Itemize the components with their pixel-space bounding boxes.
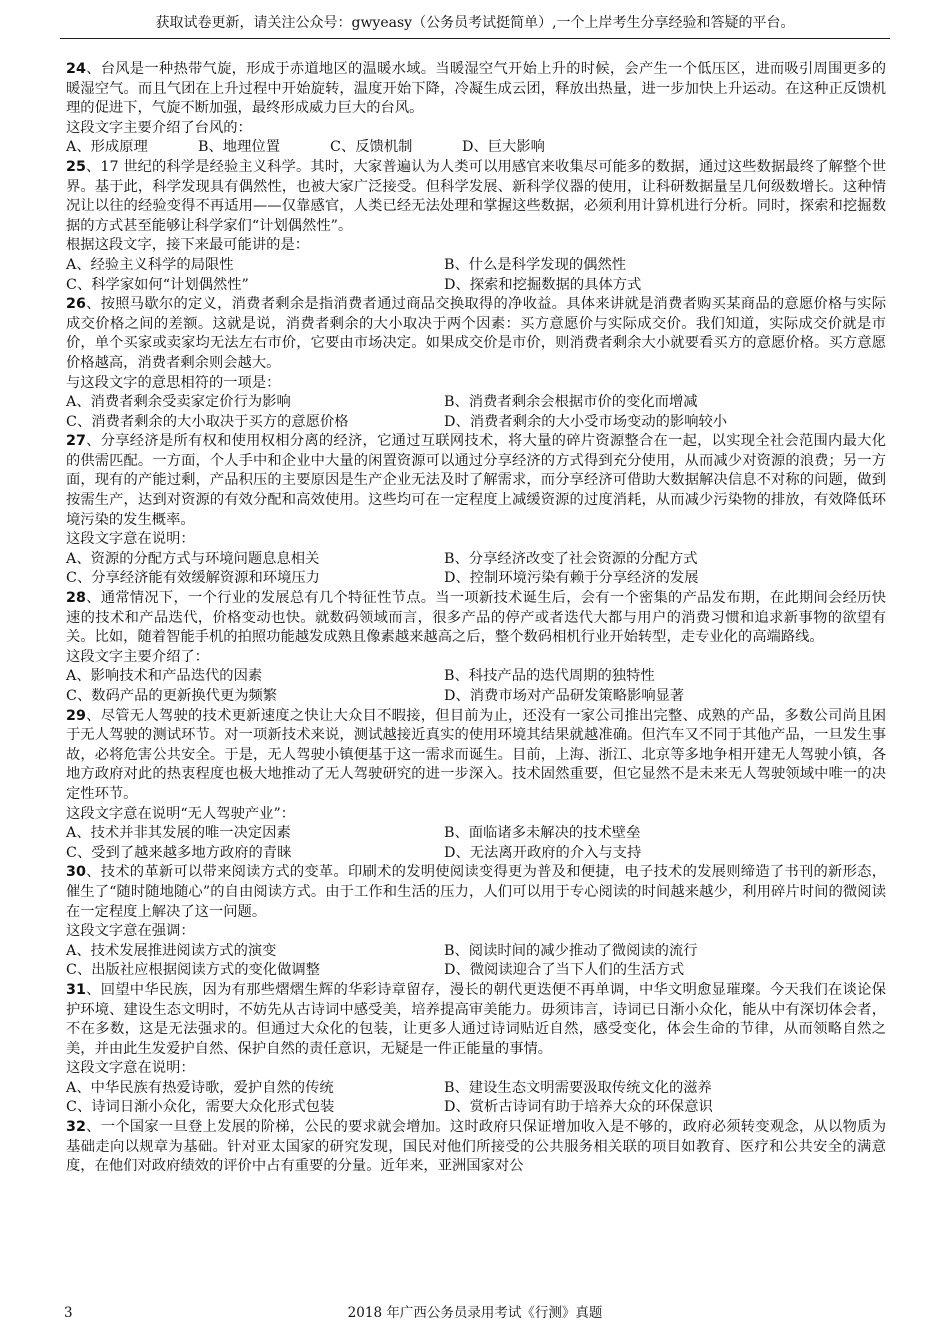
question-text: [66, 981, 886, 1059]
page-header: 获取试卷更新，请关注公众号：gwyeasy（公务员考试挺简单）,一个上岸考生分享经验和答疑的平台。: [60, 8, 890, 39]
answer-option: D、微阅读迎合了当下人们的生活方式: [444, 962, 685, 979]
answer-option: D、无法离开政府的介入与支持: [444, 844, 642, 861]
question-body: 、一个国家一旦登上发展的阶梯，公民的要求就会增加。这时政府只保证增加收入是不够的，政府必须转变观念，从以物质为基础走向以规章为基础。针对亚太国家的研究发现，国民对他们所接受的公共服务相关联的项目如教育、医疗和公共安全的满意度，在他们对政府绩效的评价中占有重要的分量。近年来，亚洲国家对公: [66, 1119, 886, 1175]
question-body: 、技术的革新可以带来阅读方式的变革。印刷术的发明使阅读变得更为普及和便捷，电子技术的发展则缔造了书刊的新形态，催生了“随时随地随心”的自由阅读方式。由于工作和生活的压力，人们可以用于专心阅读的时间越来越少，利用碎片时间的微阅读在一定程度上解决了这一问题。: [66, 864, 886, 920]
question-block: [66, 158, 886, 295]
answer-option: B、分享经济改变了社会资源的分配方式: [444, 550, 698, 567]
answer-option: A、影响技术和产品迭代的因素: [66, 668, 263, 685]
question-text: [66, 589, 886, 648]
question-number: 27: [66, 433, 86, 450]
option-list: [66, 667, 886, 706]
option-list: [66, 138, 886, 158]
answer-option: D、消费市场对产品研发策略影响显著: [444, 688, 685, 704]
answer-option: C、诗词日渐小众化，需要大众化形式包装: [66, 1099, 335, 1116]
answer-option: B、面临诸多未解决的技术壁垒: [444, 825, 641, 842]
answer-option: A、资源的分配方式与环境问题息息相关: [66, 550, 320, 567]
answer-option: D、赏析古诗词有助于培养大众的环保意识: [444, 1099, 713, 1116]
answer-option: C、数码产品的更新换代更为频繁: [66, 688, 278, 704]
questions-list: [66, 60, 886, 1177]
question-text: [66, 707, 886, 805]
question-block: [66, 981, 886, 1118]
question-text: [66, 158, 886, 236]
question-number: 30: [66, 864, 86, 881]
question-block: [66, 863, 886, 981]
question-text: [66, 863, 886, 922]
question-text: [66, 1118, 886, 1177]
question-number: 25: [66, 158, 86, 175]
question-prompt: 这段文字意在说明“无人驾驶产业”：: [66, 805, 296, 822]
answer-option: C、分享经济能有效缓解资源和环境压力: [66, 570, 320, 587]
page-footer: [60, 1302, 890, 1324]
question-number: 24: [66, 61, 86, 77]
question-prompt: 这段文字意在强调：: [66, 923, 195, 940]
answer-option: A、消费者剩余受卖家定价行为影响: [66, 394, 291, 411]
option-list: [66, 824, 886, 863]
question-block: [66, 589, 886, 707]
footer-title: 2018 年广西公务员录用考试《行测》真题: [347, 1305, 603, 1321]
page-number: 3: [64, 1305, 73, 1321]
question-body: 、通常情况下，一个行业的发展总有几个特征性节点。当一项新技术诞生后，会有一个密集的产品发布期，在此期间会经历快速的技术和产品迭代，价格变动也快。就数码领域而言，很多产品的停产或者迭代大都与用户的消费习惯和追求新事物的欲望有关。比如，随着智能手机的拍照功能越发成熟且像素越来越高之后，整个数码相机行业开始转型，走专业化的高端路线。: [66, 590, 886, 646]
answer-option: A、形成原理: [66, 139, 148, 156]
answer-option: B、地理位置: [198, 139, 280, 156]
option-list: [66, 1079, 886, 1118]
answer-option: B、什么是科学发现的偶然性: [444, 256, 627, 273]
answer-option: C、出版社应根据阅读方式的变化做调整: [66, 962, 320, 979]
question-body: 、分享经济是所有权和使用权相分离的经济，它通过互联网技术，将大量的碎片资源整合在一起，以实现全社会范围内最大化的供需匹配。一方面，个人手中和企业中大量的闲置资源可以通过分享经济的方式得到充分使用，从而减少对资源的浪费；另一方面，现有的产能过剩，产品积压的主要原因是生产企业无法及时了解需求，而分享经济可借助大数据解决信息不对称的问题，做到按需生产，达到对资源的有效分配和高效使用。这些均可在一定程度上减缓资源的过度消耗，从而减少污染物的排放，有效降低环境污染的发生概率。: [66, 433, 886, 528]
question-block: [66, 432, 886, 589]
question-number: 29: [66, 707, 86, 724]
question-body: 、尽管无人驾驶的技术更新速度之快让大众目不暇接，但目前为止，还没有一家公司推出完整、成熟的产品，多数公司尚且困于无人驾驶的测试环节。对一项新技术来说，测试越接近真实的使用环境其结果就越准确。但汽车又不同于其他产品，一旦发生事故，必将危害公共安全。于是，无人驾驶小镇便基于这一需求而诞生。目前，上海、浙江、北京等多地争相开建无人驾驶小镇，各地方政府对此的热衷程度也极大地推动了无人驾驶研究的进一步深入。技术固然重要，但它显然不是未来无人驾驶领域中唯一的决定性环节。: [66, 707, 886, 802]
question-number: 31: [66, 981, 86, 998]
answer-option: D、消费者剩余的大小受市场变动的影响较小: [444, 413, 728, 430]
answer-option: D、巨大影响: [462, 139, 545, 156]
question-prompt: 与这段文字的意思相符的一项是：: [66, 374, 281, 391]
answer-option: C、反馈机制: [330, 139, 413, 156]
question-text: [66, 432, 886, 530]
question-block: [66, 295, 886, 432]
answer-option: B、科技产品的迭代周期的独特性: [444, 668, 655, 685]
answer-option: C、受到了越来越多地方政府的青睐: [66, 844, 292, 861]
question-prompt: 这段文字意在说明：: [66, 1060, 195, 1077]
question-prompt: 根据这段文字，接下来最可能讲的是：: [66, 237, 310, 254]
question-prompt: 这段文字主要介绍了：: [66, 648, 209, 665]
answer-option: C、科学家如何“计划偶然性”: [66, 276, 249, 293]
answer-option: C、消费者剩余的大小取决于买方的意愿价格: [66, 413, 349, 430]
answer-option: A、技术并非其发展的唯一决定因素: [66, 825, 291, 842]
question-body: 、回望中华民族，因为有那些熠熠生辉的华彩诗章留存，漫长的朝代更迭便不再单调，中华文明愈显璀璨。今天我们在谈论保护环境、建设生态文明时，不妨先从古诗词中感受美，培养提高审美能力。毋须讳言，诗词已日渐小众化，能从中有深切体会者，不在多数，这是无法强求的。但通过大众化的包装，让更多人通过诗词贴近自然，感受变化，体会生命的节律，从而领略自然之美，并由此生发爱护自然、保护自然的责任意识，无疑是一件正能量的事情。: [66, 981, 886, 1057]
answer-option: A、经验主义科学的局限性: [66, 256, 234, 273]
question-number: 32: [66, 1119, 86, 1136]
question-number: 28: [66, 590, 86, 607]
question-text: [66, 60, 886, 119]
question-body: 、17 世纪的科学是经验主义科学。其时，大家普遍认为人类可以用感官来收集尽可能多的数据，通过这些数据最终了解整个世界。基于此，科学发现具有偶然性，也被大家广泛接受。但科学发展、新科学仪器的使用，让科研数据量呈几何级数增长。这种情况让以往的经验变得不再适用——仅靠感官，人类已经无法处理和掌握这些数据，必须利用计算机进行分析。同时，探索和挖掘数据的方式甚至能够让科学家们“计划偶然性”。: [66, 158, 886, 234]
answer-option: B、建设生态文明需要汲取传统文化的滋养: [444, 1079, 712, 1096]
question-block: [66, 707, 886, 864]
answer-option: B、阅读时间的减少推动了微阅读的流行: [444, 942, 698, 959]
option-list: [66, 393, 886, 432]
question-prompt: 这段文字主要介绍了台风的：: [66, 119, 252, 136]
question-number: 26: [66, 296, 86, 313]
answer-option: A、技术发展推进阅读方式的演变: [66, 942, 277, 959]
answer-option: A、中华民族有热爱诗歌，爱护自然的传统: [66, 1079, 334, 1096]
option-list: [66, 550, 886, 589]
question-body: 、台风是一种热带气旋，形成于赤道地区的温暖水域。当暖湿空气开始上升的时候，会产生一个低压区，进而吸引周围更多的暖湿空气。而且气团在上升过程中开始旋转，温度开始下降，冷凝生成云团，释放出热量，进一步加快上升运动。在这种正反馈机理的促进下，气旋不断加强，最终形成威力巨大的台风。: [66, 61, 886, 117]
question-block: [66, 1118, 886, 1177]
answer-option: D、探索和挖掘数据的具体方式: [444, 276, 642, 293]
question-body: 、按照马歇尔的定义，消费者剩余是指消费者通过商品交换取得的净收益。具体来讲就是消费者购买某商品的意愿价格与实际成交价格之间的差额。这就是说，消费者剩余的大小取决于两个因素：买方意愿价与实际成交价。我们知道，实际成交价就是市价，单个买家或卖家均无法左右市价，它要由市场决定。如果成交价是市价，则消费者剩余大小就要看买方的意愿价格。买方意愿价格越高，消费者剩余则会越大。: [66, 296, 886, 371]
answer-option: B、消费者剩余会根据市价的变化而增减: [444, 394, 698, 411]
question-text: [66, 295, 886, 373]
option-list: [66, 942, 886, 981]
question-block: [66, 60, 886, 158]
option-list: [66, 256, 886, 295]
answer-option: D、控制环境污染有赖于分享经济的发展: [444, 570, 699, 587]
question-prompt: 这段文字意在说明：: [66, 531, 195, 548]
